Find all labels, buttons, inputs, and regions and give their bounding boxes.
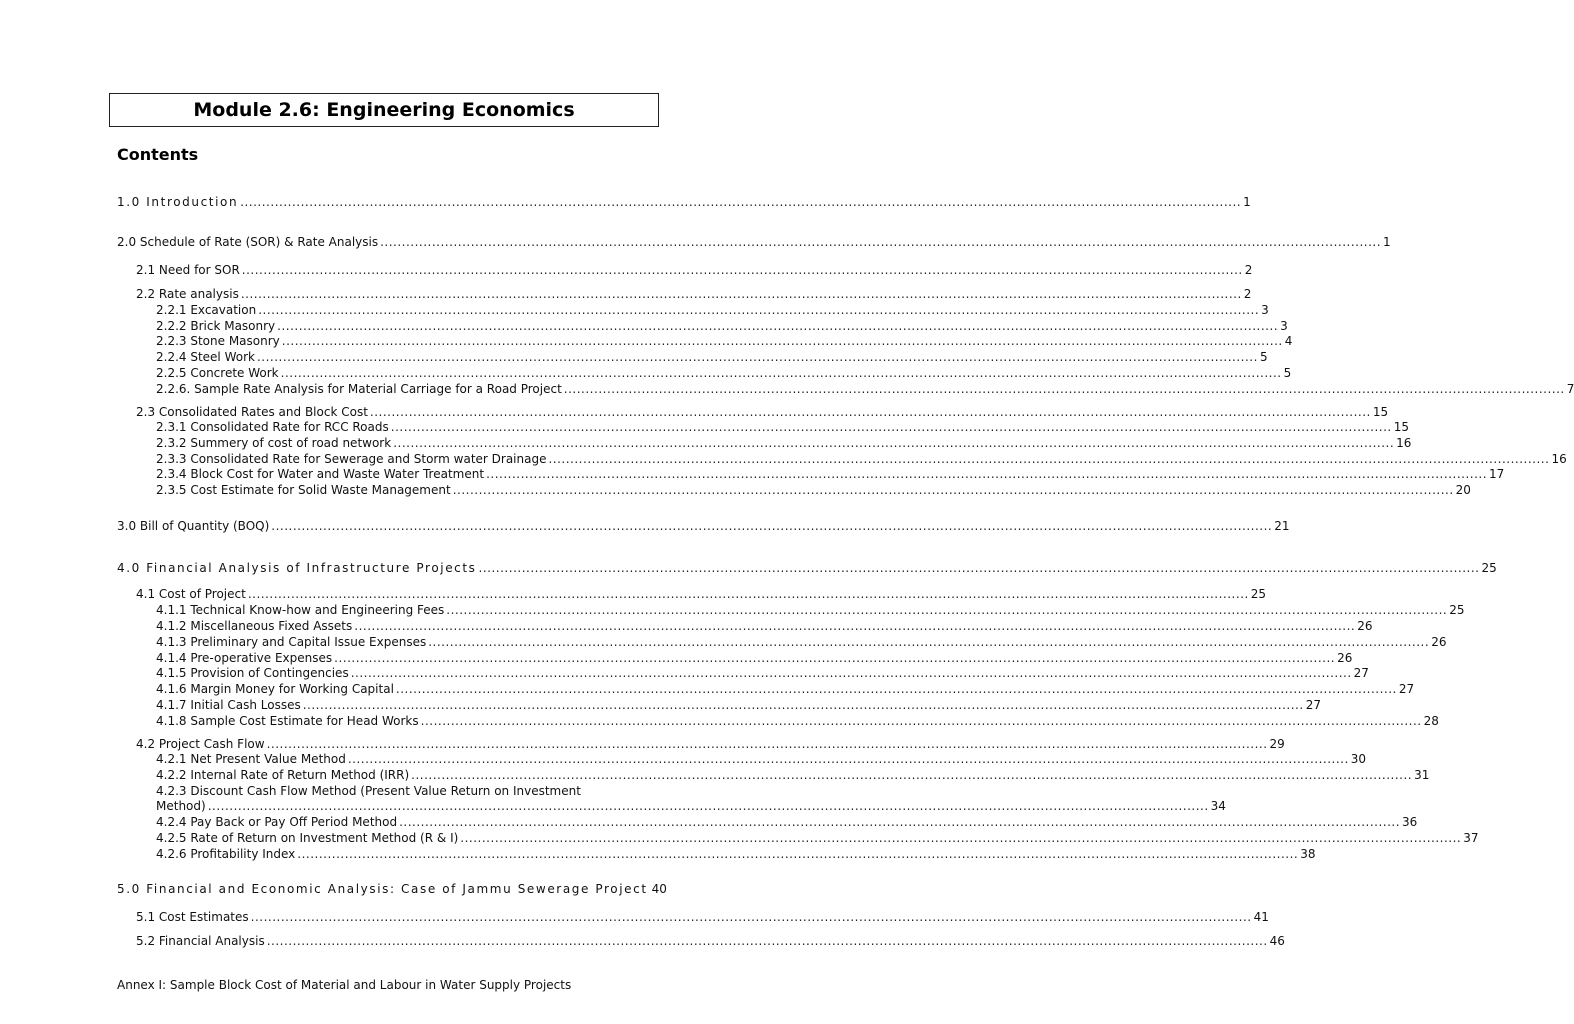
dot-leader bbox=[334, 651, 1335, 666]
dot-leader bbox=[351, 666, 1352, 681]
toc-entry-page: 34 bbox=[1210, 799, 1226, 813]
toc-entry-label: 2.3.1 Consolidated Rate for RCC Roads bbox=[156, 420, 389, 434]
toc-entry[interactable] bbox=[0, 784, 768, 799]
toc-entry-page: 16 bbox=[1551, 452, 1567, 466]
dot-leader bbox=[380, 235, 1381, 250]
toc-entry[interactable] bbox=[0, 815, 1418, 830]
dot-leader bbox=[297, 847, 1298, 862]
dot-leader bbox=[267, 737, 1268, 752]
toc-entry[interactable] bbox=[0, 263, 1253, 278]
dot-leader bbox=[548, 452, 1549, 467]
dot-leader bbox=[348, 752, 1349, 767]
toc-entry[interactable] bbox=[0, 635, 1447, 650]
toc-entry-label: 4.0 Financial Analysis of Infrastructure Projects bbox=[117, 561, 477, 575]
toc-entry-label: 2.2.5 Concrete Work bbox=[156, 366, 279, 380]
dot-leader bbox=[258, 303, 1259, 318]
toc-entry-label: 2.3.3 Consolidated Rate for Sewerage and Storm water Drainage bbox=[156, 452, 547, 466]
dot-leader bbox=[370, 405, 1371, 420]
toc-entry-page: 17 bbox=[1489, 467, 1505, 481]
dot-leader bbox=[421, 714, 1422, 729]
toc-entry[interactable] bbox=[0, 698, 1321, 713]
toc-entry-page: 46 bbox=[1269, 934, 1285, 948]
toc-entry-label: 4.1.7 Initial Cash Losses bbox=[156, 698, 301, 712]
toc-entry[interactable] bbox=[0, 603, 1465, 618]
dot-leader bbox=[486, 467, 1487, 482]
dot-leader bbox=[240, 195, 1241, 210]
toc-entry-label: 2.2.1 Excavation bbox=[156, 303, 257, 317]
dot-leader bbox=[242, 263, 1243, 278]
toc-entry-label: 4.2.6 Profitability Index bbox=[156, 847, 296, 861]
toc-entry-page: 27 bbox=[1305, 698, 1321, 712]
toc-entry-page: 31 bbox=[1414, 768, 1430, 782]
toc-entry-label: 4.1.4 Pre-operative Expenses bbox=[156, 651, 333, 665]
dot-leader bbox=[282, 334, 1283, 349]
toc-entry-page: 25 bbox=[1481, 561, 1497, 575]
toc-entry[interactable] bbox=[0, 382, 1574, 397]
dot-leader bbox=[354, 619, 1355, 634]
contents-heading: Contents bbox=[117, 145, 199, 164]
toc-entry-label: 2.3.4 Block Cost for Water and Waste Water Treatment bbox=[156, 467, 485, 481]
toc-entry[interactable] bbox=[0, 910, 1269, 925]
dot-leader bbox=[393, 436, 1394, 451]
toc-entry[interactable] bbox=[0, 405, 1389, 420]
toc-entry[interactable] bbox=[0, 561, 1497, 576]
toc-entry-page: 16 bbox=[1396, 436, 1412, 450]
toc-entry-page: 2 bbox=[1244, 263, 1253, 277]
toc-entry-label: 2.2.2 Brick Masonry bbox=[156, 319, 276, 333]
toc-entry-label: 4.1.5 Provision of Contingencies bbox=[156, 666, 349, 680]
dot-leader bbox=[446, 603, 1447, 618]
toc-entry[interactable] bbox=[0, 452, 1567, 467]
toc-entry-page: 26 bbox=[1431, 635, 1447, 649]
toc-entry-label: 4.1.3 Preliminary and Capital Issue Expenses bbox=[156, 635, 427, 649]
toc-entry-page: 15 bbox=[1393, 420, 1409, 434]
toc-entry-label: 2.0 Schedule of Rate (SOR) & Rate Analysis bbox=[117, 235, 379, 249]
toc-entry-page: 27 bbox=[1398, 682, 1415, 696]
toc-entry[interactable] bbox=[0, 682, 1415, 697]
toc-entry[interactable] bbox=[0, 666, 1369, 681]
toc-entry[interactable] bbox=[0, 467, 1505, 482]
toc-entry[interactable] bbox=[0, 651, 1353, 666]
toc-entry-label: 5.2 Financial Analysis bbox=[136, 934, 265, 948]
dot-leader bbox=[248, 587, 1249, 602]
dot-leader bbox=[399, 815, 1400, 830]
toc-entry-page: 30 bbox=[1350, 752, 1367, 766]
toc-entry-page: 4 bbox=[1284, 334, 1293, 348]
dot-leader bbox=[281, 366, 1282, 381]
toc-entry-label: 2.3 Consolidated Rates and Block Cost bbox=[136, 405, 368, 419]
toc-entry-label: 4.1.2 Miscellaneous Fixed Assets bbox=[156, 619, 353, 633]
dot-leader bbox=[208, 799, 1209, 814]
toc-entry-label: 2.1 Need for SOR bbox=[136, 263, 240, 277]
toc-entry[interactable] bbox=[0, 752, 1367, 767]
toc-entry-page: 5 bbox=[1283, 366, 1292, 380]
toc-entry-page: 28 bbox=[1423, 714, 1439, 728]
dot-leader bbox=[396, 682, 1397, 697]
dot-leader bbox=[391, 420, 1392, 435]
dot-leader bbox=[460, 831, 1461, 846]
toc-entry-label: 4.2.2 Internal Rate of Return Method (IRR) bbox=[156, 768, 410, 782]
toc-entry-label: 1.0 Introduction bbox=[117, 195, 239, 209]
toc-entry[interactable] bbox=[0, 195, 1251, 210]
toc-entry-page: 29 bbox=[1269, 737, 1285, 751]
toc-entry-page: 36 bbox=[1402, 815, 1418, 829]
toc-entry-page: 21 bbox=[1274, 519, 1290, 533]
toc-entry[interactable] bbox=[0, 737, 1285, 752]
dot-leader bbox=[257, 350, 1258, 365]
toc-entry[interactable] bbox=[0, 319, 1288, 334]
toc-entry-page: 26 bbox=[1357, 619, 1373, 633]
toc-entry-page: 27 bbox=[1353, 666, 1369, 680]
dot-leader bbox=[411, 768, 1412, 783]
toc-entry-label: Method) bbox=[156, 799, 206, 813]
dot-leader bbox=[271, 519, 1272, 534]
toc-entry-page: 26 bbox=[1337, 651, 1353, 665]
toc-entry-page: 15 bbox=[1372, 405, 1389, 419]
toc-entry[interactable] bbox=[0, 768, 1430, 783]
dot-leader bbox=[241, 287, 1242, 302]
dot-leader bbox=[267, 934, 1268, 949]
toc-entry-label: 3.0 Bill of Quantity (BOQ) bbox=[117, 519, 270, 533]
toc-entry[interactable] bbox=[0, 350, 1268, 365]
toc-entry[interactable] bbox=[0, 420, 1409, 435]
toc-entry[interactable] bbox=[0, 831, 1479, 846]
toc-entry-label: 4.2.5 Rate of Return on Investment Method (R & I) bbox=[156, 831, 459, 845]
toc-entry[interactable] bbox=[0, 303, 1269, 318]
toc-entry-label: 2.2.6. Sample Rate Analysis for Material Carriage for a Road Project bbox=[156, 382, 562, 396]
toc-entry[interactable] bbox=[0, 799, 1226, 814]
toc-entry[interactable] bbox=[0, 366, 1292, 381]
toc-entry[interactable] bbox=[0, 436, 1412, 451]
toc-entry-page: 25 bbox=[1449, 603, 1465, 617]
dot-leader bbox=[251, 910, 1252, 925]
toc-entry[interactable] bbox=[0, 519, 1290, 534]
toc-entry-page: 1 bbox=[1243, 195, 1251, 209]
toc-entry[interactable] bbox=[0, 334, 1293, 349]
toc-entry-page: 3 bbox=[1261, 303, 1269, 317]
toc-entry-label: 4.1.1 Technical Know-how and Engineering Fees bbox=[156, 603, 445, 617]
toc-entry-page: 1 bbox=[1383, 235, 1391, 249]
dot-leader bbox=[453, 483, 1454, 498]
toc-entry-label: 2.2.4 Steel Work bbox=[156, 350, 255, 364]
toc-entry-label: 4.1 Cost of Project bbox=[136, 587, 246, 601]
toc-entry-label: 4.2.1 Net Present Value Method bbox=[156, 752, 346, 766]
dot-leader bbox=[303, 698, 1304, 713]
toc-entry-page: 20 bbox=[1455, 483, 1471, 497]
dot-leader bbox=[277, 319, 1278, 334]
dot-leader bbox=[564, 382, 1565, 397]
toc-entry-page: 2 bbox=[1243, 287, 1252, 301]
toc-entry[interactable] bbox=[0, 483, 1471, 498]
toc-entry-label: 5.1 Cost Estimates bbox=[136, 910, 249, 924]
toc-entry-page: 40 bbox=[651, 882, 667, 896]
toc-entry[interactable] bbox=[0, 587, 1267, 602]
toc-entry-label: 4.1.8 Sample Cost Estimate for Head Works bbox=[156, 714, 419, 728]
toc-entry[interactable] bbox=[0, 235, 1391, 250]
annex-line: Annex I: Sample Block Cost of Material and Labour in Water Supply Projects bbox=[117, 978, 572, 992]
toc-entry-label: 2.2.3 Stone Masonry bbox=[156, 334, 280, 348]
toc-entry-label: 4.2 Project Cash Flow bbox=[136, 737, 265, 751]
dot-leader bbox=[428, 635, 1429, 650]
toc-entry[interactable] bbox=[0, 934, 1285, 949]
toc-entry-label: 2.3.5 Cost Estimate for Solid Waste Management bbox=[156, 483, 451, 497]
toc-entry-label: 4.1.6 Margin Money for Working Capital bbox=[156, 682, 394, 696]
toc-entry-page: 3 bbox=[1280, 319, 1288, 333]
toc-entry-page: 25 bbox=[1250, 587, 1267, 601]
toc-entry[interactable] bbox=[0, 882, 768, 897]
toc-entry[interactable] bbox=[0, 619, 1373, 634]
module-title: Module 2.6: Engineering Economics bbox=[109, 93, 659, 127]
toc-entry-label: 4.2.3 Discount Cash Flow Method (Present Value Return on Investment bbox=[156, 784, 581, 798]
toc-entry-label: 4.2.4 Pay Back or Pay Off Period Method bbox=[156, 815, 398, 829]
dot-leader bbox=[479, 561, 1480, 576]
toc-entry-page: 5 bbox=[1259, 350, 1268, 364]
toc-entry-page: 7 bbox=[1566, 382, 1574, 396]
toc-entry[interactable] bbox=[0, 714, 1439, 729]
toc-entry[interactable] bbox=[0, 287, 1252, 302]
toc-entry-label: 2.2 Rate analysis bbox=[136, 287, 239, 301]
toc-entry-page: 37 bbox=[1463, 831, 1479, 845]
toc-entry-page: 38 bbox=[1300, 847, 1316, 861]
toc-entry-label: 5.0 Financial and Economic Analysis: Case of Jammu Sewerage Project bbox=[117, 882, 648, 896]
toc-entry-page: 41 bbox=[1253, 910, 1269, 924]
toc-entry-label: 2.3.2 Summery of cost of road network bbox=[156, 436, 392, 450]
toc-entry[interactable] bbox=[0, 847, 1316, 862]
